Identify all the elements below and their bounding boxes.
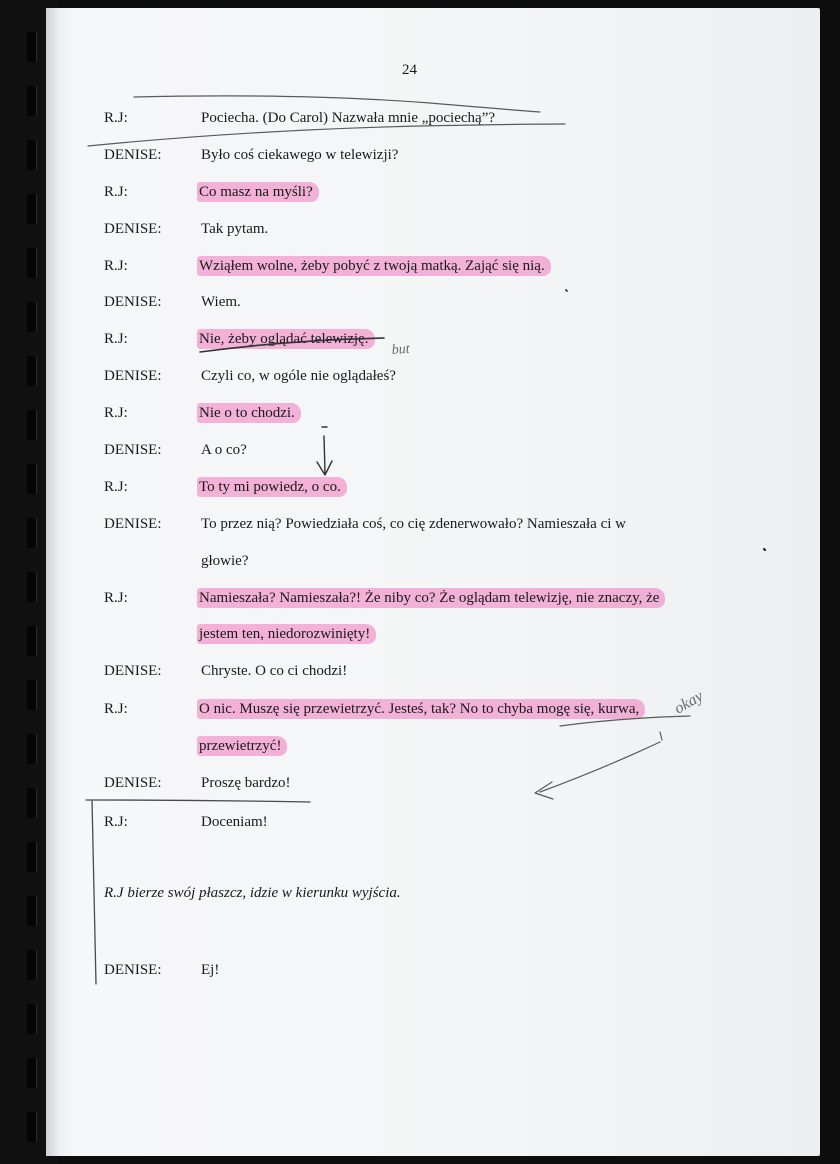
dialogue-line-continued — [201, 626, 376, 643]
binding-hole — [27, 140, 36, 170]
binding-hole — [27, 356, 36, 386]
binding-hole — [27, 572, 36, 602]
dialogue-line-continued: głowie? — [201, 553, 249, 569]
binding-hole — [27, 896, 36, 926]
speaker-label: DENISE: — [104, 663, 162, 679]
speaker-label: R.J: — [104, 590, 128, 606]
handwritten-note: okay — [671, 687, 707, 718]
dialogue-line — [201, 331, 375, 348]
speaker-label: DENISE: — [104, 221, 162, 237]
highlighted-text: To ty mi powiedz, o co. — [197, 477, 347, 497]
speaker-label: R.J: — [104, 110, 128, 126]
dialogue-line: A o co? — [201, 442, 247, 458]
handwritten-note: but — [391, 341, 411, 358]
binding-hole — [27, 32, 36, 62]
dialogue-line: Wiem. — [201, 294, 241, 310]
binding-hole — [27, 194, 36, 224]
dialogue-line — [201, 405, 301, 422]
speaker-label: R.J: — [104, 814, 128, 830]
speaker-label: R.J: — [104, 258, 128, 274]
binding-hole — [27, 86, 36, 116]
dialogue-line: Proszę bardzo! — [201, 775, 291, 791]
speaker-label: DENISE: — [104, 147, 162, 163]
binding-hole — [27, 1058, 36, 1088]
binding-hole — [27, 248, 36, 278]
speaker-label: DENISE: — [104, 516, 162, 532]
dialogue-line — [201, 701, 645, 718]
binding-hole — [27, 626, 36, 656]
dialogue-line — [201, 184, 319, 201]
speaker-label: DENISE: — [104, 368, 162, 384]
speaker-label: R.J: — [104, 184, 128, 200]
stage-direction: R.J bierze swój płaszcz, idzie w kierunku wyjścia. — [104, 885, 401, 901]
highlighted-text: przewietrzyć! — [197, 736, 287, 756]
highlighted-text: Co masz na myśli? — [197, 182, 319, 202]
binding-hole — [27, 788, 36, 818]
script-page — [46, 8, 820, 1156]
highlighted-text: jestem ten, niedorozwinięty! — [197, 624, 376, 644]
binding-hole — [27, 1112, 36, 1142]
speaker-label: DENISE: — [104, 775, 162, 791]
speaker-label: DENISE: — [104, 294, 162, 310]
dialogue-line: Chryste. O co ci chodzi! — [201, 663, 348, 679]
highlighted-text: Nie o to chodzi. — [197, 403, 301, 423]
speaker-label: R.J: — [104, 405, 128, 421]
binding-hole — [27, 734, 36, 764]
binding-hole — [27, 680, 36, 710]
speaker-label: R.J: — [104, 479, 128, 495]
dialogue-line — [201, 479, 347, 496]
dialogue-line — [201, 590, 665, 607]
binding-hole — [27, 950, 36, 980]
dialogue-line-continued — [201, 738, 287, 755]
speaker-label: R.J: — [104, 331, 128, 347]
highlighted-text: Nie, żeby oglądać telewizję. — [197, 329, 375, 349]
highlighted-text: Namieszała? Namieszała?! Że niby co? Że oglądam telewizję, nie znaczy, że — [197, 588, 665, 608]
binding-hole — [27, 410, 36, 440]
dialogue-line: Było coś ciekawego w telewizji? — [201, 147, 399, 163]
dialogue-line: To przez nią? Powiedziała coś, co cię zdenerwowało? Namieszała ci w — [201, 516, 626, 532]
binding-hole — [27, 518, 36, 548]
speaker-label: DENISE: — [104, 962, 162, 978]
dialogue-line: Doceniam! — [201, 814, 268, 830]
binding-hole — [27, 842, 36, 872]
speaker-label: DENISE: — [104, 442, 162, 458]
highlighted-text: O nic. Muszę się przewietrzyć. Jesteś, tak? No to chyba mogę się, kurwa, — [197, 699, 645, 719]
binding-hole — [27, 302, 36, 332]
binding-hole — [27, 464, 36, 494]
dialogue-line: Tak pytam. — [201, 221, 269, 237]
dialogue-line: Czyli co, w ogóle nie oglądałeś? — [201, 368, 396, 384]
dialogue-line — [201, 258, 551, 275]
speaker-label: R.J: — [104, 701, 128, 717]
highlighted-text: Wziąłem wolne, żeby pobyć z twoją matką. Zająć się nią. — [197, 256, 551, 276]
dialogue-line: Pociecha. (Do Carol) Nazwała mnie „pociechą”? — [201, 110, 496, 126]
paper-binding-edge — [46, 8, 60, 1156]
binding-hole — [27, 1004, 36, 1034]
page-number: 24 — [402, 62, 417, 78]
dialogue-line: Ej! — [201, 962, 220, 978]
